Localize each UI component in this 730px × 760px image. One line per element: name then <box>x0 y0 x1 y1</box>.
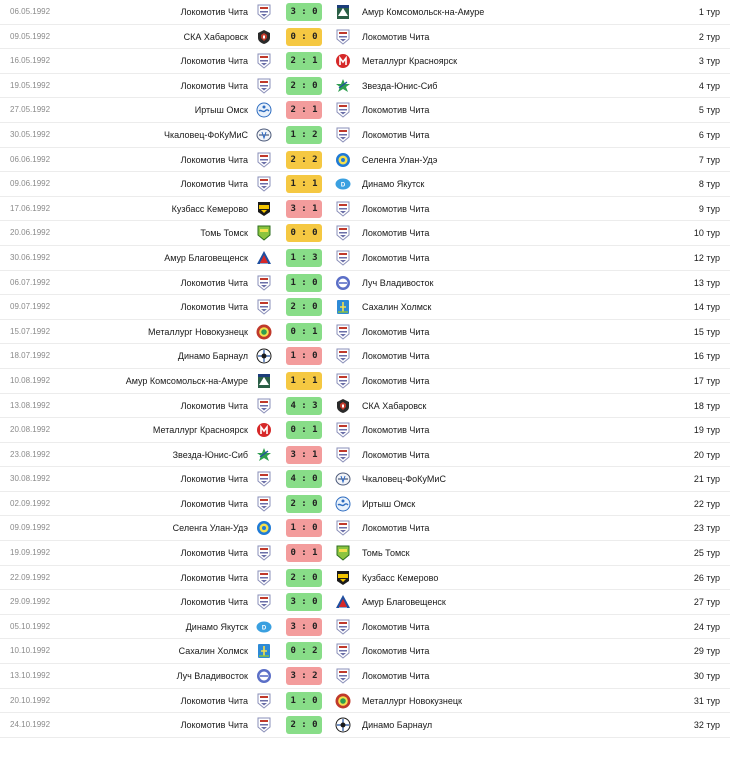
match-row[interactable] <box>0 49 730 74</box>
round-label: 3 тур <box>698 56 720 67</box>
home-team[interactable]: Локомотив Чита <box>180 695 248 706</box>
away-team[interactable]: Чкаловец-ФоКуМиС <box>362 474 446 485</box>
metallurg-krs-logo-icon <box>256 422 272 438</box>
home-team[interactable]: Иртыш Омск <box>194 105 248 116</box>
sakhalin-logo-icon <box>256 643 272 659</box>
match-row[interactable] <box>0 418 730 443</box>
round-label: 18 тур <box>693 400 720 411</box>
away-team[interactable]: СКА Хабаровск <box>362 400 427 411</box>
match-date: 23.08.1992 <box>10 449 51 459</box>
score-badge[interactable]: 0 : 1 <box>286 323 322 341</box>
round-label: 9 тур <box>698 203 720 214</box>
match-date: 09.05.1992 <box>10 31 51 41</box>
away-team[interactable]: Локомотив Чита <box>362 523 430 534</box>
score-badge[interactable]: 3 : 0 <box>286 593 322 611</box>
score-badge[interactable]: 1 : 2 <box>286 126 322 144</box>
round-label: 17 тур <box>693 375 720 386</box>
match-date: 30.06.1992 <box>10 252 51 262</box>
lokomotiv-logo-icon <box>256 4 272 20</box>
home-team[interactable]: Локомотив Чита <box>180 179 248 190</box>
score-badge[interactable]: 3 : 1 <box>286 446 322 464</box>
kuzbass-logo-icon <box>256 201 272 217</box>
away-team[interactable]: Локомотив Чита <box>362 621 430 632</box>
luch-logo-icon <box>256 668 272 684</box>
match-row[interactable] <box>0 639 730 664</box>
score-badge[interactable]: 0 : 1 <box>286 544 322 562</box>
lokomotiv-logo-icon <box>335 520 351 536</box>
away-team[interactable]: Металлург Новокузнецк <box>362 695 462 706</box>
score-badge[interactable]: 1 : 1 <box>286 175 322 193</box>
round-label: 16 тур <box>693 351 720 362</box>
lokomotiv-logo-icon <box>335 225 351 241</box>
match-row[interactable] <box>0 221 730 246</box>
away-team[interactable]: Локомотив Чита <box>362 671 430 682</box>
score-badge[interactable]: 2 : 0 <box>286 495 322 513</box>
match-row[interactable] <box>0 320 730 345</box>
score-badge[interactable]: 2 : 1 <box>286 101 322 119</box>
lokomotiv-logo-icon <box>256 53 272 69</box>
score-badge[interactable]: 2 : 1 <box>286 52 322 70</box>
match-date: 16.05.1992 <box>10 56 51 66</box>
match-date: 30.08.1992 <box>10 474 51 484</box>
match-date: 20.08.1992 <box>10 425 51 435</box>
home-team[interactable]: Чкаловец-ФоКуМиС <box>164 129 248 140</box>
match-row[interactable] <box>0 246 730 271</box>
match-row[interactable] <box>0 541 730 566</box>
lokomotiv-logo-icon <box>256 78 272 94</box>
lokomotiv-logo-icon <box>335 29 351 45</box>
lokomotiv-logo-icon <box>335 127 351 143</box>
round-label: 19 тур <box>693 425 720 436</box>
match-row[interactable] <box>0 590 730 615</box>
match-date: 17.06.1992 <box>10 203 51 213</box>
selenga-logo-icon <box>256 520 272 536</box>
round-label: 30 тур <box>693 671 720 682</box>
match-date: 05.10.1992 <box>10 621 51 631</box>
match-date: 10.08.1992 <box>10 375 51 385</box>
match-row[interactable] <box>0 344 730 369</box>
score-badge[interactable]: 3 : 2 <box>286 667 322 685</box>
round-label: 5 тур <box>698 105 720 116</box>
home-team[interactable]: Локомотив Чита <box>180 277 248 288</box>
svg-text:D: D <box>261 625 267 632</box>
dinamo-brn-logo-icon <box>335 717 351 733</box>
match-date: 13.08.1992 <box>10 400 51 410</box>
round-label: 22 тур <box>693 498 720 509</box>
away-team[interactable]: Динамо Якутск <box>362 179 425 190</box>
away-team[interactable]: Амур Благовещенск <box>362 597 446 608</box>
lokomotiv-logo-icon <box>256 693 272 709</box>
home-team[interactable]: Локомотив Чита <box>180 548 248 559</box>
away-team[interactable]: Локомотив Чита <box>362 326 430 337</box>
score-badge[interactable]: 2 : 0 <box>286 569 322 587</box>
home-team[interactable]: Сахалин Холмск <box>178 646 248 657</box>
home-team[interactable]: Локомотив Чита <box>180 572 248 583</box>
lokomotiv-logo-icon <box>335 619 351 635</box>
amur-ksk-logo-icon <box>256 373 272 389</box>
match-row[interactable] <box>0 516 730 541</box>
match-date: 19.05.1992 <box>10 80 51 90</box>
match-date: 30.05.1992 <box>10 129 51 139</box>
amur-blg-logo-icon <box>256 250 272 266</box>
dinamo-yak-logo-icon <box>335 176 351 192</box>
lokomotiv-logo-icon <box>256 398 272 414</box>
round-label: 8 тур <box>698 179 720 190</box>
score-badge[interactable]: 0 : 1 <box>286 421 322 439</box>
lokomotiv-logo-icon <box>335 643 351 659</box>
lokomotiv-logo-icon <box>335 348 351 364</box>
round-label: 31 тур <box>693 695 720 706</box>
match-date: 15.07.1992 <box>10 326 51 336</box>
match-row[interactable] <box>0 172 730 197</box>
score-badge[interactable]: 1 : 0 <box>286 692 322 710</box>
lokomotiv-logo-icon <box>335 422 351 438</box>
lokomotiv-logo-icon <box>335 250 351 266</box>
round-label: 10 тур <box>693 228 720 239</box>
match-row[interactable] <box>0 295 730 320</box>
metallurg-krs-logo-icon <box>335 53 351 69</box>
home-team[interactable]: Локомотив Чита <box>180 400 248 411</box>
round-label: 20 тур <box>693 449 720 460</box>
lokomotiv-logo-icon <box>335 668 351 684</box>
match-date: 10.10.1992 <box>10 646 51 656</box>
score-badge[interactable]: 3 : 1 <box>286 200 322 218</box>
svg-text:D: D <box>340 182 346 189</box>
round-label: 6 тур <box>698 129 720 140</box>
home-team[interactable]: Локомотив Чита <box>180 80 248 91</box>
home-team[interactable]: Локомотив Чита <box>180 720 248 731</box>
match-date: 20.06.1992 <box>10 228 51 238</box>
round-label: 27 тур <box>693 597 720 608</box>
lokomotiv-logo-icon <box>256 717 272 733</box>
score-badge[interactable]: 2 : 2 <box>286 151 322 169</box>
lokomotiv-logo-icon <box>335 102 351 118</box>
match-date: 06.06.1992 <box>10 154 51 164</box>
away-team[interactable]: Томь Томск <box>362 548 410 559</box>
home-team[interactable]: Локомотив Чита <box>180 597 248 608</box>
match-date: 06.05.1992 <box>10 7 51 16</box>
away-team[interactable]: Локомотив Чита <box>362 252 430 263</box>
away-team[interactable]: Металлург Красноярск <box>362 56 458 67</box>
home-team[interactable]: Луч Владивосток <box>176 671 248 682</box>
away-team[interactable]: Сахалин Холмск <box>362 302 432 313</box>
round-label: 25 тур <box>693 548 720 559</box>
round-label: 29 тур <box>693 646 720 657</box>
away-team[interactable]: Амур Комсомольск-на-Амуре <box>362 7 485 17</box>
lokomotiv-logo-icon <box>256 496 272 512</box>
match-row[interactable] <box>0 443 730 468</box>
match-date: 02.09.1992 <box>10 498 51 508</box>
lokomotiv-logo-icon <box>256 594 272 610</box>
match-date: 09.07.1992 <box>10 302 51 312</box>
match-row[interactable] <box>0 492 730 517</box>
match-row[interactable] <box>0 467 730 492</box>
away-team[interactable]: Локомотив Чита <box>362 351 430 362</box>
away-team[interactable]: Локомотив Чита <box>362 449 430 460</box>
amur-blg-logo-icon <box>335 594 351 610</box>
match-date: 24.10.1992 <box>10 720 51 730</box>
round-label: 14 тур <box>693 302 720 313</box>
score-badge[interactable]: 0 : 0 <box>286 224 322 242</box>
match-date: 20.10.1992 <box>10 695 51 705</box>
match-row[interactable] <box>0 123 730 148</box>
dinamo-brn-logo-icon <box>256 348 272 364</box>
dinamo-yak-logo-icon <box>256 619 272 635</box>
away-team[interactable]: Локомотив Чита <box>362 105 430 116</box>
match-date: 18.07.1992 <box>10 351 51 361</box>
home-team[interactable]: Кузбасс Кемерово <box>171 203 248 214</box>
home-team[interactable]: Динамо Якутск <box>185 621 248 632</box>
round-label: 15 тур <box>693 326 720 337</box>
home-team[interactable]: Локомотив Чита <box>180 498 248 509</box>
score-badge[interactable]: 4 : 3 <box>286 397 322 415</box>
away-team[interactable]: Луч Владивосток <box>362 277 434 288</box>
score-badge[interactable]: 1 : 0 <box>286 347 322 365</box>
score-badge[interactable]: 1 : 0 <box>286 274 322 292</box>
zvezda-logo-icon <box>335 78 351 94</box>
home-team[interactable]: Локомотив Чита <box>180 56 248 67</box>
round-label: 7 тур <box>698 154 720 165</box>
round-label: 13 тур <box>693 277 720 288</box>
score-badge[interactable]: 1 : 0 <box>286 519 322 537</box>
sakhalin-logo-icon <box>335 299 351 315</box>
irtysh-logo-icon <box>256 102 272 118</box>
lokomotiv-logo-icon <box>256 275 272 291</box>
match-row[interactable] <box>0 713 730 738</box>
home-team[interactable]: Локомотив Чита <box>180 302 248 313</box>
home-team[interactable]: Томь Томск <box>200 228 248 239</box>
away-team[interactable]: Локомотив Чита <box>362 129 430 140</box>
match-date: 09.09.1992 <box>10 523 51 533</box>
match-row[interactable] <box>0 74 730 99</box>
lokomotiv-logo-icon <box>256 176 272 192</box>
score-badge[interactable]: 3 : 0 <box>286 618 322 636</box>
lokomotiv-logo-icon <box>256 299 272 315</box>
home-team[interactable]: Селенга Улан-Удэ <box>172 523 248 534</box>
match-date: 29.09.1992 <box>10 597 51 607</box>
match-row[interactable] <box>0 664 730 689</box>
home-team[interactable]: Локомотив Чита <box>180 474 248 485</box>
home-team[interactable]: Локомотив Чита <box>180 7 248 17</box>
away-team[interactable]: Иртыш Омск <box>362 498 416 509</box>
round-label: 2 тур <box>698 31 720 42</box>
away-team[interactable]: Динамо Барнаул <box>362 720 433 731</box>
metallurg-nvk-logo-icon <box>256 324 272 340</box>
score-badge[interactable]: 2 : 0 <box>286 77 322 95</box>
home-team[interactable]: СКА Хабаровск <box>183 31 248 42</box>
round-label: 32 тур <box>693 720 720 731</box>
score-badge[interactable]: 2 : 0 <box>286 716 322 734</box>
match-row[interactable] <box>0 615 730 640</box>
lokomotiv-logo-icon <box>256 152 272 168</box>
chkalovets-logo-icon <box>256 127 272 143</box>
match-date: 06.07.1992 <box>10 277 51 287</box>
away-team[interactable]: Звезда-Юнис-Сиб <box>362 80 438 91</box>
home-team[interactable]: Металлург Красноярск <box>152 425 248 436</box>
selenga-logo-icon <box>335 152 351 168</box>
match-row[interactable] <box>0 369 730 394</box>
zvezda-logo-icon <box>256 447 272 463</box>
away-team[interactable]: Селенга Улан-Удэ <box>362 154 438 165</box>
match-date: 19.09.1992 <box>10 548 51 558</box>
round-label: 1 тур <box>698 7 720 17</box>
lokomotiv-logo-icon <box>335 201 351 217</box>
match-row[interactable] <box>0 566 730 591</box>
score-badge[interactable]: 0 : 2 <box>286 642 322 660</box>
away-team[interactable]: Локомотив Чита <box>362 228 430 239</box>
tom-logo-icon <box>256 225 272 241</box>
away-team[interactable]: Локомотив Чита <box>362 31 430 42</box>
chkalovets-logo-icon <box>335 471 351 487</box>
lokomotiv-logo-icon <box>256 570 272 586</box>
home-team[interactable]: Амур Комсомольск-на-Амуре <box>125 375 248 386</box>
score-badge[interactable]: 1 : 3 <box>286 249 322 267</box>
home-team[interactable]: Металлург Новокузнецк <box>148 326 248 337</box>
match-row[interactable] <box>0 394 730 419</box>
home-team[interactable]: Амур Благовещенск <box>164 252 248 263</box>
match-row[interactable] <box>0 0 730 25</box>
score-badge[interactable]: 3 : 0 <box>286 3 322 21</box>
amur-ksk-logo-icon <box>335 4 351 20</box>
kuzbass-logo-icon <box>335 570 351 586</box>
ska-logo-icon <box>256 29 272 45</box>
round-label: 24 тур <box>693 621 720 632</box>
match-row[interactable] <box>0 271 730 296</box>
score-badge[interactable]: 0 : 0 <box>286 28 322 46</box>
match-date: 22.09.1992 <box>10 572 51 582</box>
score-badge[interactable]: 2 : 0 <box>286 298 322 316</box>
home-team[interactable]: Динамо Барнаул <box>177 351 248 362</box>
irtysh-logo-icon <box>335 496 351 512</box>
round-label: 21 тур <box>693 474 720 485</box>
round-label: 4 тур <box>698 80 720 91</box>
metallurg-nvk-logo-icon <box>335 693 351 709</box>
match-row[interactable] <box>0 25 730 50</box>
match-date: 13.10.1992 <box>10 671 51 681</box>
tom-logo-icon <box>335 545 351 561</box>
round-label: 23 тур <box>693 523 720 534</box>
ska-logo-icon <box>335 398 351 414</box>
away-team[interactable]: Локомотив Чита <box>362 375 430 386</box>
match-row[interactable] <box>0 148 730 173</box>
lokomotiv-logo-icon <box>256 545 272 561</box>
match-date: 09.06.1992 <box>10 179 51 189</box>
lokomotiv-logo-icon <box>335 447 351 463</box>
away-team[interactable]: Кузбасс Кемерово <box>362 572 439 583</box>
home-team[interactable]: Локомотив Чита <box>180 154 248 165</box>
match-date: 27.05.1992 <box>10 105 51 115</box>
match-row[interactable] <box>0 689 730 714</box>
lokomotiv-logo-icon <box>335 373 351 389</box>
score-badge[interactable]: 4 : 0 <box>286 470 322 488</box>
lokomotiv-logo-icon <box>335 324 351 340</box>
home-team[interactable]: Звезда-Юнис-Сиб <box>172 449 248 460</box>
match-row[interactable] <box>0 98 730 123</box>
match-row[interactable] <box>0 197 730 222</box>
round-label: 12 тур <box>693 252 720 263</box>
lokomotiv-logo-icon <box>256 471 272 487</box>
score-badge[interactable]: 1 : 1 <box>286 372 322 390</box>
round-label: 26 тур <box>693 572 720 583</box>
luch-logo-icon <box>335 275 351 291</box>
away-team[interactable]: Локомотив Чита <box>362 646 430 657</box>
away-team[interactable]: Локомотив Чита <box>362 203 430 214</box>
away-team[interactable]: Локомотив Чита <box>362 425 430 436</box>
